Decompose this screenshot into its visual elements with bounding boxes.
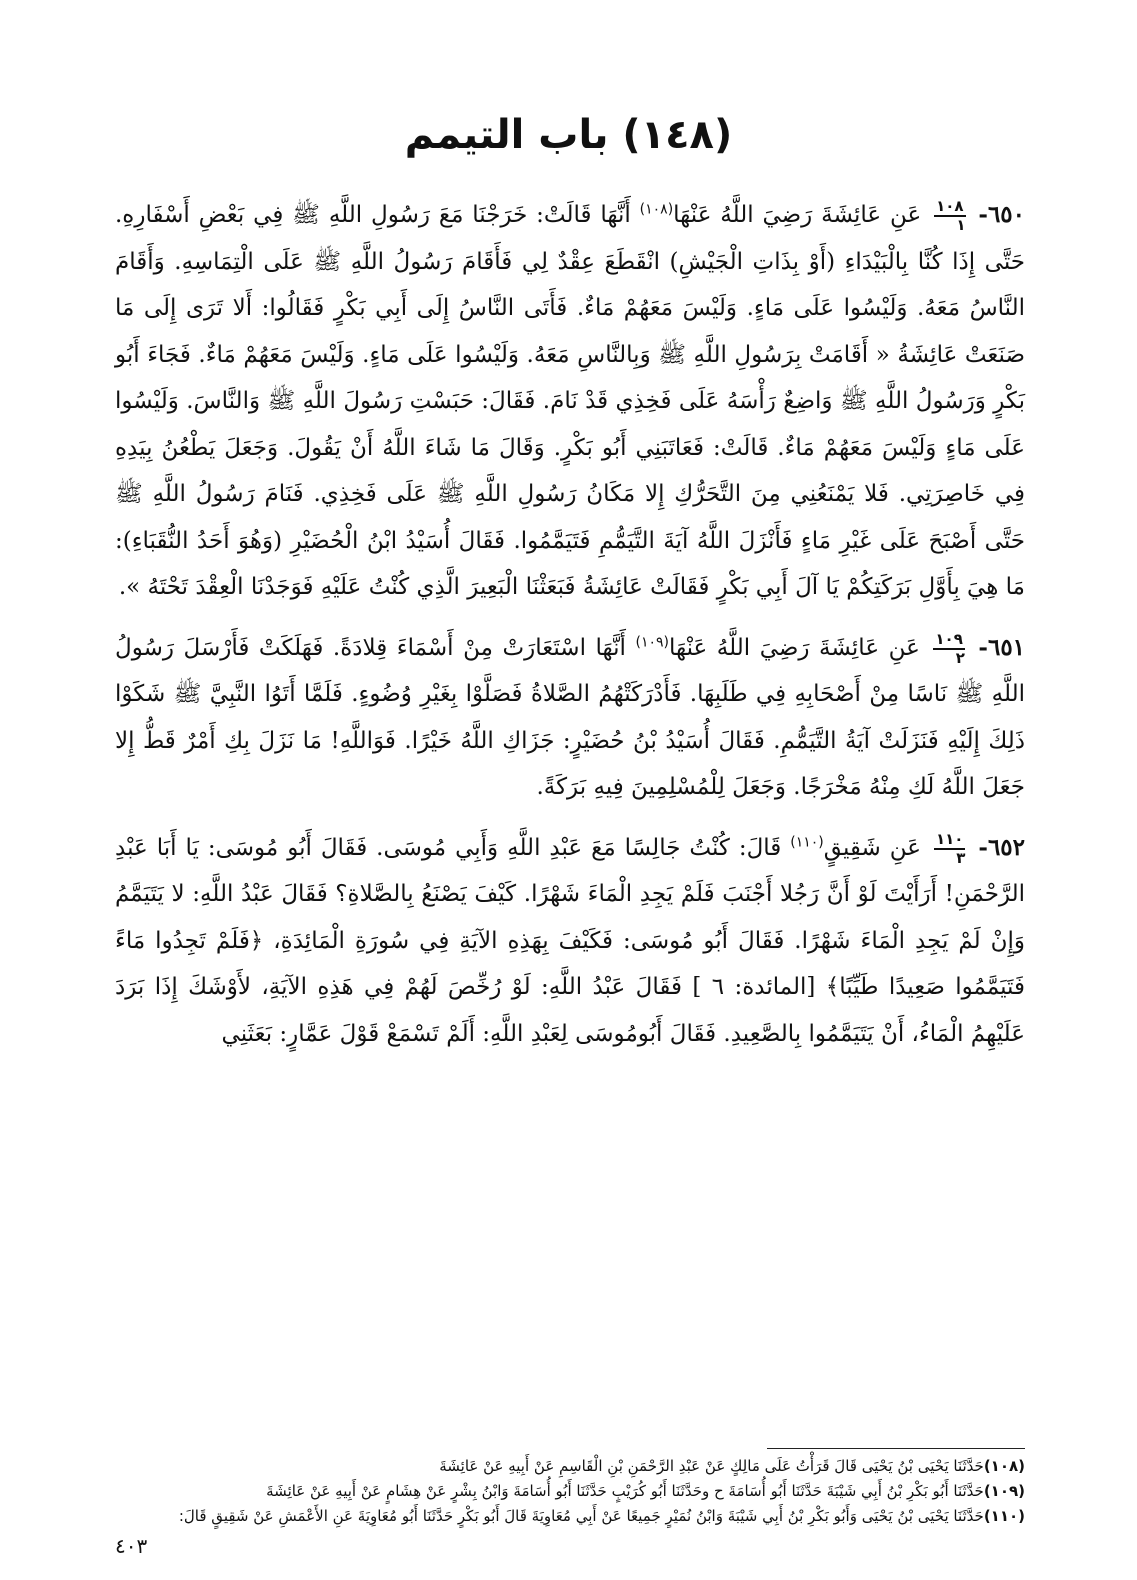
hadith-651 — [115, 625, 1025, 811]
footnote-marker: (١١٠) — [790, 833, 824, 850]
footnote-number: (١٠٨) — [983, 1457, 1025, 1475]
hadith-650 — [115, 192, 1025, 611]
hadith-reference-bottom: ٢ — [955, 648, 965, 667]
hadith-reference-top: ١٠٨ — [936, 197, 964, 215]
hadith-narrator: عَنِ عَائِشَةَ رَضِيَ اللَّهُ عَنْهَا — [673, 202, 922, 228]
footnote-number: (١١٠) — [983, 1507, 1025, 1525]
hadith-text: قَالَ: كُنْتُ جَالِسًا مَعَ عَبْدِ اللَّهِ وَأَبِي مُوسَى. فَقَالَ أَبُو مُوسَى: يَا أَبَا عَبْدِ الرَّحْمَنِ! أَرَأَيْتَ لَوْ أَنَّ رَجُلا أَجْنَبَ فَلَمْ يَجِدِ الْمَاءَ شَهْرًا. كَيْفَ يَصْنَعُ بِالصَّلاةِ؟ فَقَالَ عَبْدُ اللَّهِ: لا يَتَيَمَّمُ وَإِنْ لَمْ يَجِدِ الْمَاءَ شَهْرًا. فَقَالَ أَبُو مُوسَى: فَكَيْفَ بِهَذِهِ الآيَةِ فِي سُورَةِ الْمَائِدَةِ، ﴿فَلَمْ تَجِدُوا مَاءً فَتَيَمَّمُوا صَعِيدًا طَيِّبًا﴾ [المائدة: ٦ ] فَقَالَ عَبْدُ اللَّهِ: لَوْ رُخِّصَ لَهُمْ فِي هَذِهِ الآيَةِ، لأَوْشَكَ إِذَا بَرَدَ عَلَيْهِمُ الْمَاءُ، أَنْ يَتَيَمَّمُوا بِالصَّعِيدِ. فَقَالَ أَبُومُوسَى لِعَبْدِ اللَّهِ: أَلَمْ تَسْمَعْ قَوْلَ عَمَّارٍ: بَعَثَنِي — [115, 834, 1025, 1047]
hadith-reference — [934, 199, 965, 233]
footnote-marker: (١٠٨) — [639, 201, 674, 218]
footnote-108 — [115, 1456, 1025, 1477]
hadith-reference — [933, 629, 965, 667]
hadith-number: ٦٥٠- — [978, 201, 1026, 228]
hadith-text: أَنَّهَا اسْتَعَارَتْ مِنْ أَسْمَاءَ قِلادَةً. فَهَلَكَتْ فَأَرْسَلَ رَسُولُ اللَّهِ ﷺ نَاسًا مِنْ أَصْحَابِهِ فِي طَلَبِهَا. فَأَدْرَكَتْهُمُ الصَّلاةُ فَصَلَّوْا بِغَيْرِ وُضُوءٍ. فَلَمَّا أَتَوُا النَّبِيَّ ﷺ شَكَوْا ذَلِكَ إِلَيْهِ فَنَزَلَتْ آيَةُ التَّيَمُّمِ. فَقَالَ أُسَيْدُ بْنُ حُضَيْرٍ: جَزَاكِ اللَّهُ خَيْرًا. فَوَاللَّهِ! مَا نَزَلَ بِكِ أَمْرٌ قَطُّ إِلا جَعَلَ اللَّهُ لَكِ مِنْهُ مَخْرَجًا. وَجَعَلَ لِلْمُسْلِمِينَ فِيهِ بَرَكَةً. — [115, 634, 1025, 800]
hadith-reference-top: ١٠٩ — [935, 629, 963, 648]
footnote-number: (١٠٩) — [983, 1482, 1025, 1500]
hadith-reference — [934, 829, 966, 867]
hadith-narrator: عَنِ عَائِشَةَ رَضِيَ اللَّهُ عَنْهَا — [668, 634, 920, 661]
footnote-text: حَدَّثَنَا يَحْيَى بْنُ يَحْيَى قَالَ قَرَأْتُ عَلَى مَالِكٍ عَنْ عَبْدِ الرَّحْمَنِ بْنِ الْقَاسِمِ عَنْ أَبِيهِ عَنْ عَائِشَةَ — [439, 1457, 984, 1475]
hadith-reference-top: ١١٠ — [935, 829, 964, 848]
footnote-text: حَدَّثَنَا يَحْيَى بْنُ يَحْيَى وَأَبُو بَكْرِ بْنُ أَبِي شَيْبَةَ وَابْنُ نُمَيْرٍ جَمِيعًا عَنْ أَبِي مُعَاوِيَةَ قَالَ أَبُو بَكْرٍ حَدَّثَنَا أَبُو مُعَاوِيَةَ عَنِ الأَعْمَشِ عَنْ شَقِيقٍ قَالَ: — [178, 1507, 984, 1525]
chapter-title: (١٤٨) باب التيمم — [404, 112, 733, 158]
footnote-text: حَدَّثَنَا أَبُو بَكْرِ بْنُ أَبِي شَيْبَةَ حَدَّثَنَا أَبُو أُسَامَةَ ح وحَدَّثَنَا أَبُو كُرَيْبٍ حَدَّثَنَا أَبُو أُسَامَةَ وَابْنُ بِشْرٍ عَنْ هِشَامٍ عَنْ أَبِيهِ عَنْ عَائِشَةَ — [266, 1482, 984, 1500]
footnote-110 — [115, 1506, 1025, 1527]
hadith-reference-bottom: ١ — [956, 216, 966, 234]
hadith-reference-bottom: ٣ — [956, 848, 966, 867]
main-text — [115, 192, 1025, 1071]
page-number: ٤٠٣ — [115, 1534, 148, 1558]
hadith-narrator: عَنِ شَقِيقٍ — [823, 834, 921, 861]
footnotes — [115, 1456, 1025, 1531]
hadith-number: ٦٥١- — [978, 633, 1026, 661]
footnote-109 — [115, 1481, 1025, 1502]
footnote-separator — [767, 1448, 1025, 1449]
hadith-number: ٦٥٢- — [978, 833, 1026, 861]
hadith-652 — [115, 825, 1025, 1058]
hadith-text: أَنَّهَا قَالَتْ: خَرَجْنَا مَعَ رَسُولِ اللَّهِ ﷺ فِي بَعْضِ أَسْفَارِهِ. حَتَّى إِذَا كُنَّا بِالْبَيْدَاءِ (أَوْ بِذَاتِ الْجَيْشِ) انْقَطَعَ عِقْدٌ لِي فَأَقَامَ رَسُولُ اللَّهِ ﷺ عَلَى الْتِمَاسِهِ. وَأَقَامَ النَّاسُ مَعَهُ. وَلَيْسُوا عَلَى مَاءٍ. وَلَيْسَ مَعَهُمْ مَاءٌ. فَأَتَى النَّاسُ إِلَى أَبِي بَكْرٍ فَقَالُوا: أَلا تَرَى إِلَى مَا صَنَعَتْ عَائِشَةُ « أَقَامَتْ بِرَسُولِ اللَّهِ ﷺ وَبِالنَّاسِ مَعَهُ. وَلَيْسُوا عَلَى مَاءٍ. وَلَيْسَ مَعَهُمْ مَاءٌ. فَجَاءَ أَبُو بَكْرٍ وَرَسُولُ اللَّهِ ﷺ وَاضِعٌ رَأْسَهُ عَلَى فَخِذِي قَدْ نَامَ. فَقَالَ: حَبَسْتِ رَسُولَ اللَّهِ ﷺ وَالنَّاسَ. وَلَيْسُوا عَلَى مَاءٍ وَلَيْسَ مَعَهُمْ مَاءٌ. قَالَتْ: فَعَاتَبَنِي أَبُو بَكْرٍ. وَقَالَ مَا شَاءَ اللَّهُ أَنْ يَقُولَ. وَجَعَلَ يَطْعُنُ بِيَدِهِ فِي خَاصِرَتِي. فَلا يَمْنَعُنِي مِنَ التَّحَرُّكِ إِلا مَكَانُ رَسُولِ اللَّهِ ﷺ عَلَى فَخِذِي. فَنَامَ رَسُولُ اللَّهِ ﷺ حَتَّى أَصْبَحَ عَلَى غَيْرِ مَاءٍ فَأَنْزَلَ اللَّهُ آيَةَ التَّيَمُّمِ فَتَيَمَّمُوا. فَقَالَ أُسَيْدُ ابْنُ الْحُضَيْرِ (وَهُوَ أَحَدُ النُّقَبَاءِ): مَا هِيَ بِأَوَّلِ بَرَكَتِكُمْ يَا آلَ أَبِي بَكْرٍ فَقَالَتْ عَائِشَةُ فَبَعَثْنَا الْبَعِيرَ الَّذِي كُنْتُ عَلَيْهِ فَوَجَدْنَا الْعِقْدَ تَحْتَهُ ». — [115, 202, 1025, 600]
footnote-marker: (١٠٩) — [635, 633, 669, 650]
